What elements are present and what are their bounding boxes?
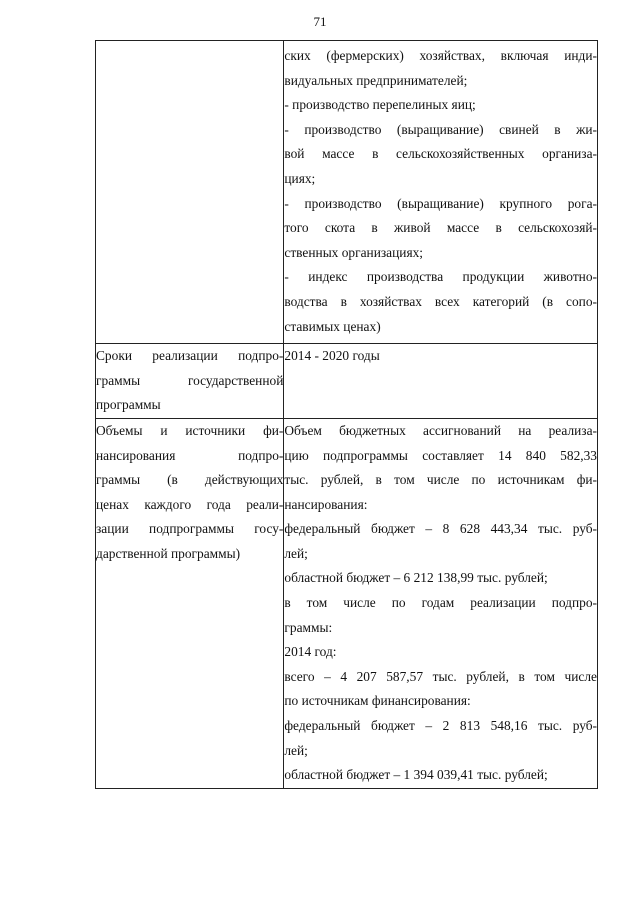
value-line: федеральный бюджет – 8 628 443,34 тыс. руб- [284,521,597,537]
value-line: ских (фермерских) хозяйствах, включая инди- [284,48,597,63]
value-line: ственных организациях; [284,244,424,260]
label-line: Объемы и источники фи- [96,422,284,438]
value-line: лей; [284,742,308,758]
value-line: федеральный бюджет – 2 813 548,16 тыс. руб- [284,718,597,734]
row-value-cell [284,344,598,419]
value-line: циях; [284,170,316,186]
value-line: всего – 4 207 587,57 тыс. рублей, в том числе [284,668,597,684]
label-line: нансирования подпро- [96,447,284,463]
value-line: граммы: [284,619,333,635]
label-line: граммы государственной [96,372,284,388]
value-line: - индекс производства продукции животно- [284,269,597,285]
value-line: Объем бюджетных ассигнований на реализа- [284,422,597,438]
value-line: 2014 - 2020 годы [284,348,380,364]
passport-table [95,40,598,789]
value-line: - производство (выращивание) свиней в жи- [284,121,597,137]
value-line: тыс. рублей, в том числе по источникам фи- [284,472,597,488]
table-row [96,344,598,419]
row-label-cell [96,418,284,788]
value-line: нансирования: [284,496,368,512]
label-line: зации подпрограммы госу- [96,521,284,537]
value-line: вой массе в сельскохозяйственных организа- [284,146,597,162]
label-line: граммы (в действующих [96,472,284,488]
value-line: лей; [284,545,308,561]
value-line: ставимых ценах) [284,318,381,334]
value-line: - производство перепелиных яиц; [284,97,476,113]
label-line: дарственной программы) [96,545,241,561]
row-label-cell [96,344,284,419]
value-line: водства в хозяйствах всех категорий (в сопо- [284,293,597,309]
value-line: по источникам финансирования: [284,693,471,709]
label-line: программы [96,397,161,413]
value-line: 2014 год: [284,644,337,660]
value-line: областной бюджет – 1 394 039,41 тыс. рублей; [284,767,548,783]
row-label-cell [96,41,284,344]
page-number: 71 [313,14,327,29]
row-value-cell [284,418,598,788]
value-line: в том числе по годам реализации подпро- [284,595,597,611]
label-line: ценах каждого года реали- [96,496,284,512]
value-line: того скота в живой массе в сельскохозяй- [284,220,597,236]
table-row [96,41,598,344]
label-line: Сроки реализации подпро- [96,348,284,364]
value-line: видуальных предпринимателей; [284,72,468,88]
table-row [96,418,598,788]
value-line: областной бюджет – 6 212 138,99 тыс. рублей; [284,570,548,586]
value-line: цию подпрограммы составляет 14 840 582,33 [284,447,597,463]
value-line: - производство (выращивание) крупного рога- [284,195,597,211]
row-value-cell [284,41,598,344]
table-body [96,41,598,789]
